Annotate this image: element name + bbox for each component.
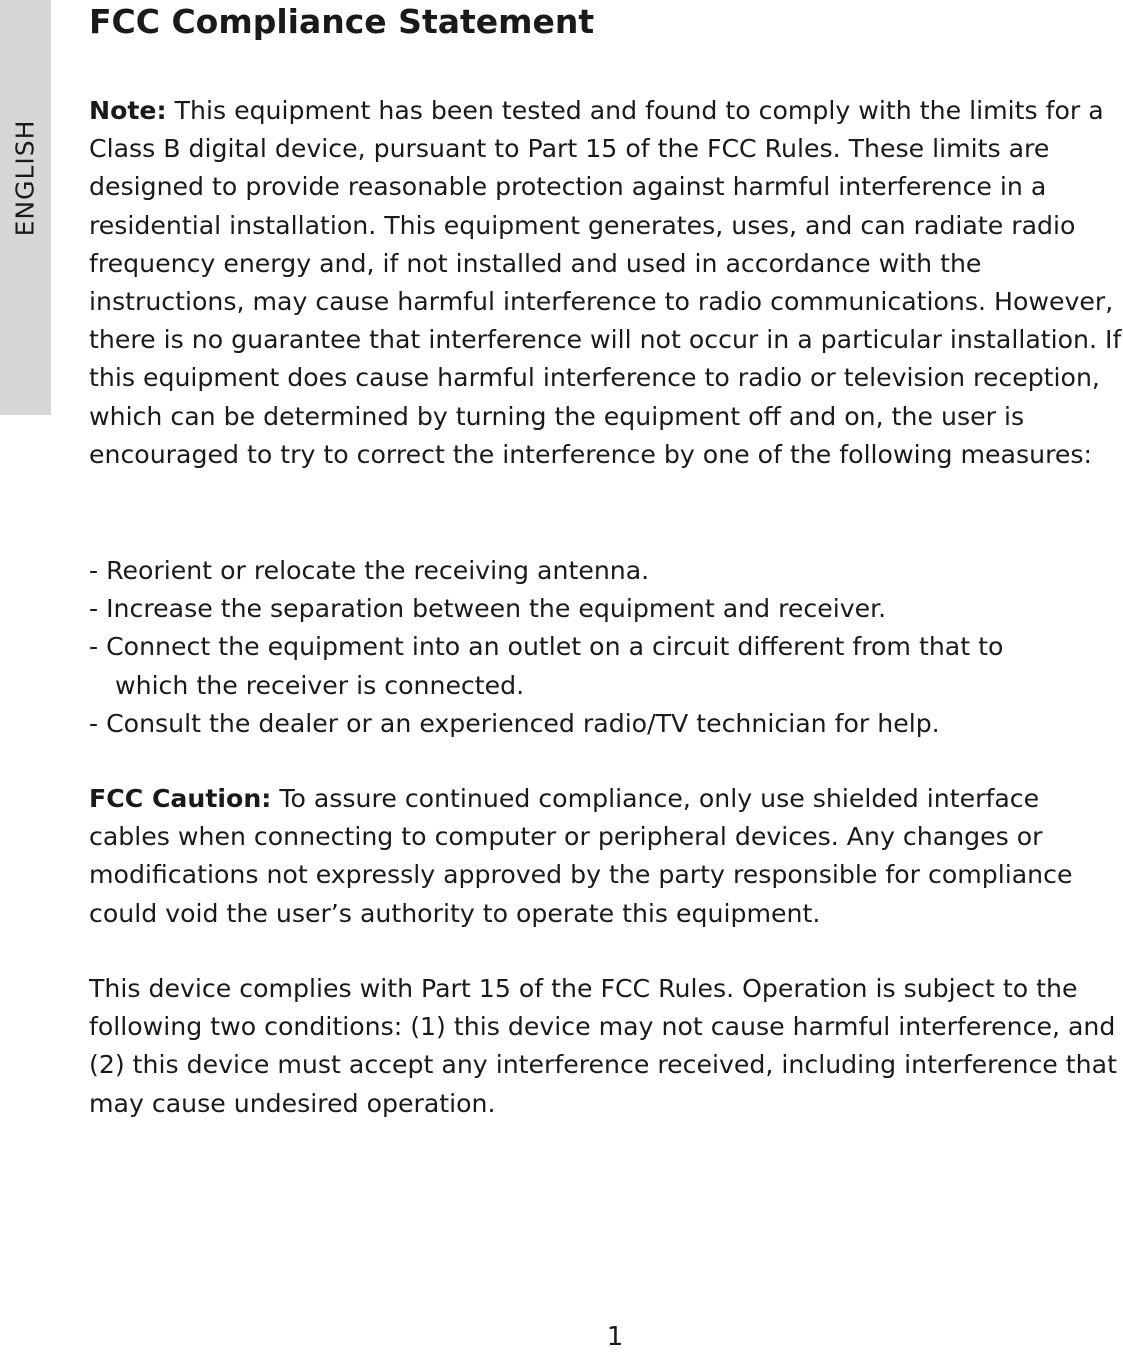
note-paragraph <box>89 92 1123 474</box>
measure-item: - Increase the separation between the equipment and receiver. <box>89 594 887 624</box>
measures-list <box>89 552 1123 743</box>
note-text: This equipment has been tested and found to comply with the limits for a Class B digital device, pursuant to Part 15 of the FCC Rules. These limits are designed to provide reasonable protection against harmful interference in a residential installation. This equipment generates, uses, and can radiate radio frequency energy and, if not installed and used in accordance with the instructions, may cause harmful interference to radio communications. However, there is no guarantee that interference will not occur in a particular installation. If this equipment does cause harmful interference to radio or television reception, which can be determined by turning the equipment off and on, the user is encouraged to try to correct the interference by one of the following measures: <box>89 96 1122 469</box>
caution-text: To assure continued compliance, only use shielded interface cables when connecting to computer or peripheral devices. Any changes or modifications not expressly approved by the party responsible for compliance could void the user’s authority to operate this equipment. <box>89 784 1073 928</box>
note-label: Note: <box>89 96 167 125</box>
language-side-tab <box>0 0 51 415</box>
page-number: 1 <box>606 1322 624 1352</box>
measure-item: - Consult the dealer or an experienced radio/TV technician for help. <box>89 708 940 738</box>
measure-item: - Reorient or relocate the receiving antenna. <box>89 556 650 585</box>
language-label: ENGLISH <box>10 119 40 237</box>
measure-item-continuation: which the receiver is connected. <box>115 670 525 700</box>
page-title: FCC Compliance Statement <box>89 2 595 41</box>
compliance-conditions-paragraph: This device complies with Part 15 of the FCC Rules. Operation is subject to the following two conditions: (1) this device may not cause harmful interference, and (2) this device must accept any interference received, including interference that may cause undesired operation. <box>89 974 1117 1118</box>
caution-paragraph <box>89 780 1123 933</box>
measure-item: - Connect the equipment into an outlet on a circuit different from that to <box>89 632 1004 662</box>
caution-label: FCC Caution: <box>89 784 272 813</box>
